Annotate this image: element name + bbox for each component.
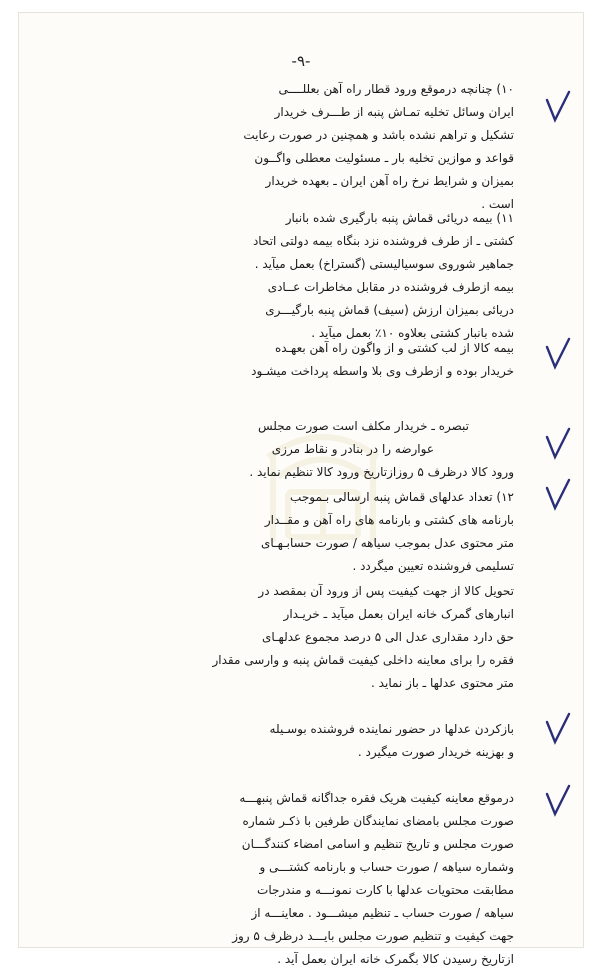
opening-bales-paragraph bbox=[270, 718, 514, 764]
text-line: متر محتوی عدل بموجب سیاهه / صورت حسابـهـای bbox=[261, 536, 514, 550]
text-line: قواعد و موازین تخلیه بار ـ مسئولیت معطلی واگــون bbox=[254, 151, 514, 165]
text-line: ایران وسائل تخلیه تمـاش پنبه از طـــرف خریدار bbox=[274, 105, 514, 119]
text-line: ازتاریخ رسیدن کالا بگمرک خانه ایران بعمل آید . bbox=[277, 952, 514, 966]
clause-11 bbox=[253, 207, 514, 276]
text-line: جهت کیفیت و تنظیم صورت مجلس بایـــد درظرف ۵ روز bbox=[232, 929, 514, 943]
text-line: صورت مجلس بامضای نمایندگان طرفین با ذکـر شماره bbox=[242, 814, 514, 828]
text-line: متر محتوی عدلها ـ باز نماید . bbox=[371, 676, 514, 690]
text-line: صورت مجلس و تاریخ تنظیم و اسامی امضاء کنندگـــان bbox=[241, 837, 514, 851]
check-mark-icon bbox=[544, 427, 572, 461]
text-line: دریائی بمیزان ارزش (سیف) قماش پنبه بارگیـــری bbox=[265, 303, 514, 317]
text-line: تحویل کالا از جهت کیفیت پس از ورود آن بمقصد در bbox=[258, 584, 514, 598]
text-line: بمیزان و شرایط نرخ راه آهن ایران ـ بعهده خریدار bbox=[265, 174, 514, 188]
text-line: حق دارد مقداری عدل الی ۵ درصد مجموع عدلهـای bbox=[261, 630, 514, 644]
text-line: تبصره ـ خریدار مکلف است صورت مجلس bbox=[257, 419, 469, 433]
text-line: وشماره سیاهه / صورت حساب و بارنامه کشتـــی و bbox=[259, 860, 514, 874]
insurance-paragraph bbox=[265, 276, 514, 345]
document-page bbox=[18, 12, 584, 966]
check-mark-icon bbox=[544, 90, 572, 124]
text-line: بارنامه های کشتی و بارنامه های راه آهن و مقــدار bbox=[264, 513, 514, 527]
text-line: عوارضه را در بنادر و نقاط مرزی bbox=[271, 442, 434, 456]
check-mark-icon bbox=[544, 337, 572, 371]
text-line: ۱۲) تعداد عدلهای قماش پنبه ارسالی بـموجب bbox=[290, 490, 514, 504]
text-line: ۱۱) بیمه دریائی قماش پنبه بارگیری شده بانبار bbox=[285, 211, 514, 225]
text-line: سیاهه / صورت حساب ـ تنظیم میشـــود . معاینـــه از bbox=[251, 906, 514, 920]
note-paragraph bbox=[249, 415, 514, 484]
check-mark-icon bbox=[544, 478, 572, 512]
check-mark-icon bbox=[544, 784, 572, 818]
clause-10 bbox=[243, 78, 514, 216]
insurance-buyer-paragraph bbox=[251, 337, 514, 383]
text-line: ۱۰) چنانچه درموقع ورود قطار راه آهن بعللــــی bbox=[278, 82, 514, 96]
text-line: بازکردن عدلها در حضور نماینده فروشنده بوسـیله bbox=[269, 722, 514, 736]
text-line: کشتی ـ از طرف فروشنده نزد بنگاه بیمه دولتی اتحاد bbox=[252, 234, 514, 248]
clause-12 bbox=[261, 486, 514, 578]
text-line: انبارهای گمرک خانه ایران بعمل میآید ـ خریـدار bbox=[283, 607, 514, 621]
text-line: جماهیر شوروی سوسیالیستی (گستراخ) بعمل میآید . bbox=[254, 257, 514, 271]
text-line: ورود کالا درظرف ۵ روزازتاریخ ورود کالا تنظیم نماید . bbox=[249, 465, 514, 479]
text-line: تشکیل و تراهم نشده باشد و همچنین در صورت رعایت bbox=[243, 128, 514, 142]
text-line: درموقع معاینه کیفیت هریک فقره جداگانه قماش پنبهـــه bbox=[239, 791, 514, 805]
inspection-paragraph bbox=[232, 787, 514, 971]
delivery-paragraph bbox=[212, 580, 514, 695]
text-line: بیمه ازطرف فروشنده در مقابل مخاطرات عــادی bbox=[267, 280, 514, 294]
text-line: مطابقت محتویات عدلها با کارت نمونـــه و مندرجات bbox=[257, 883, 514, 897]
text-line: تسلیمی فروشنده تعیین میگردد . bbox=[352, 559, 514, 573]
text-line: است . bbox=[481, 197, 514, 211]
page-number: -۹- bbox=[291, 52, 311, 70]
text-line: خریدار بوده و ازطرف وی بلا واسطه پرداخت میشـود bbox=[251, 364, 514, 378]
check-mark-icon bbox=[544, 712, 572, 746]
text-line: شده بانبار کشتی بعلاوه ۱۰٪ بعمل میآید . bbox=[311, 326, 514, 340]
text-line: بیمه کالا از لب کشتی و از واگون راه آهن بعهـده bbox=[274, 341, 514, 355]
text-line: فقره را برای معاینه داخلی کیفیت قماش پنبه و وارسی مقدار bbox=[212, 653, 514, 667]
text-line: و بهزینه خریدار صورت میگیرد . bbox=[357, 745, 514, 759]
